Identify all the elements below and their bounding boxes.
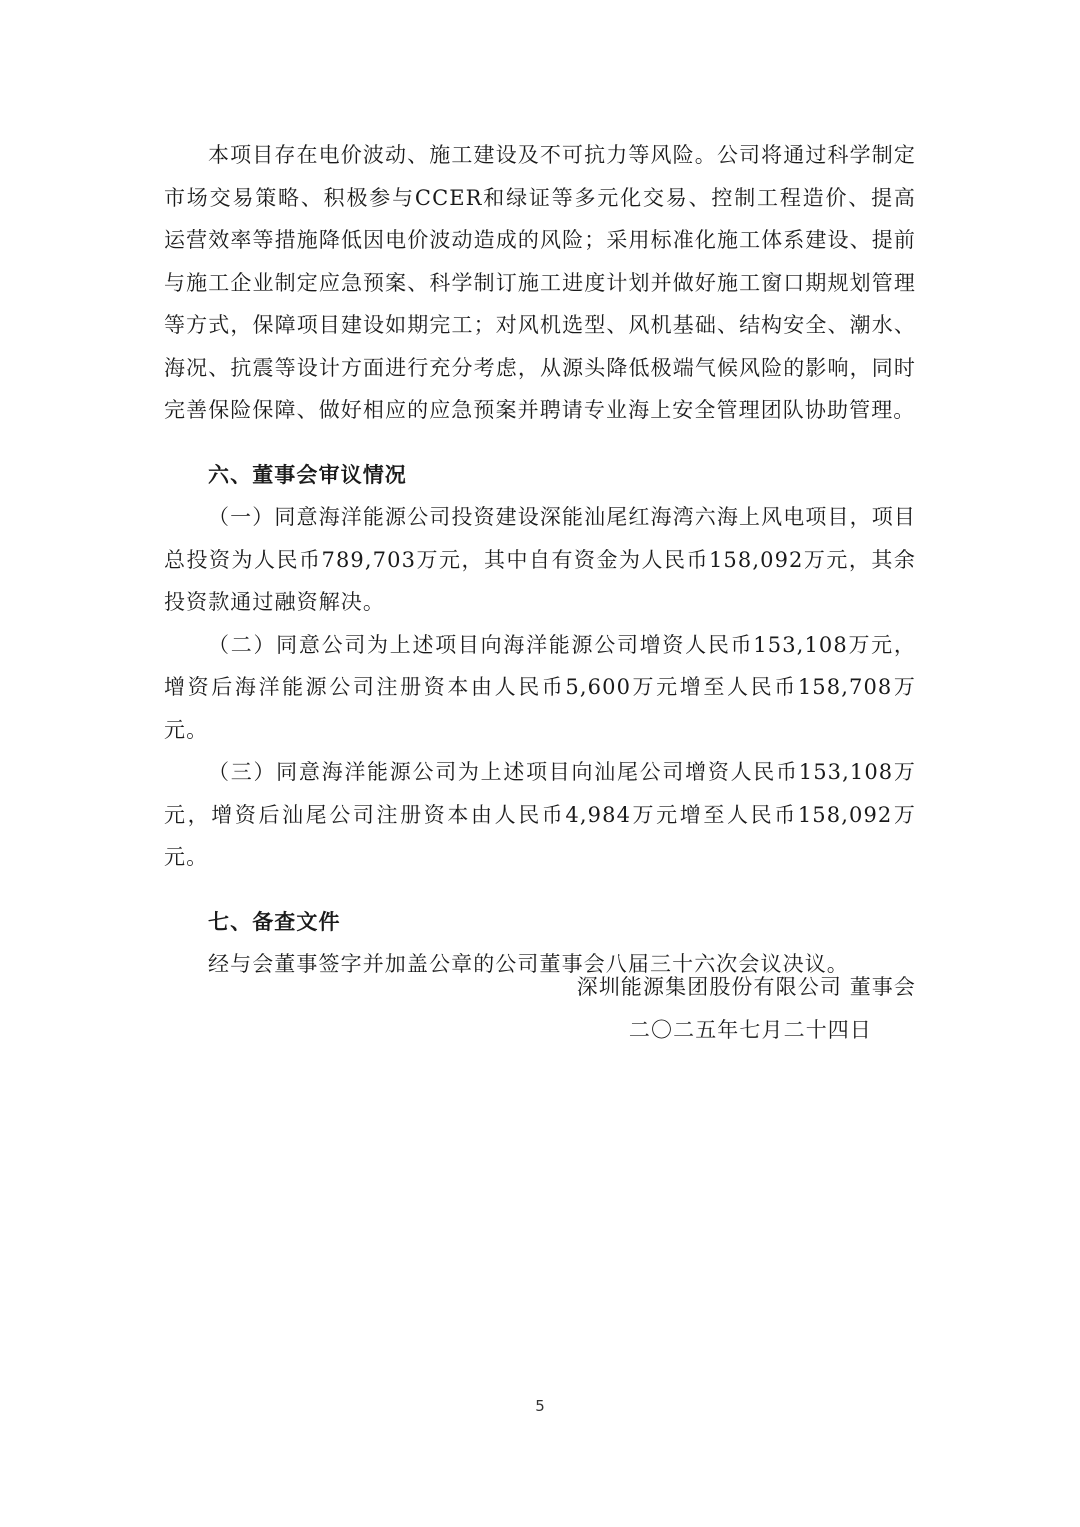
section-gap xyxy=(164,879,916,901)
section-6-item-2: （二）同意公司为上述项目向海洋能源公司增资人民币153,108万元，增资后海洋能源公司注册资本由人民币5,600万元增至人民币158,708万元。 xyxy=(164,632,916,742)
section-6-heading: 六、董事会审议情况 xyxy=(208,462,407,487)
signature-block xyxy=(416,966,916,1051)
risk-paragraph: 本项目存在电价波动、施工建设及不可抗力等风险。公司将通过科学制定市场交易策略、积极参与CCER和绿证等多元化交易、控制工程造价、提高运营效率等措施降低因电价波动造成的风险；采用标准化施工体系建设、提前与施工企业制定应急预案、科学制订施工进度计划并做好施工窗口期规划管理等方式，保障项目建设如期完工；对风机选型、风机基础、结构安全、潮水、海况、抗震等设计方面进行充分考虑，从源头降低极端气候风险的影响，同时完善保险保障、做好相应的应急预案并聘请专业海上安全管理团队协助管理。 xyxy=(164,143,916,422)
section-6-item-1: （一）同意海洋能源公司投资建设深能汕尾红海湾六海上风电项目，项目总投资为人民币789,703万元，其中自有资金为人民币158,092万元，其余投资款通过融资解决。 xyxy=(164,505,916,614)
section-7-text: 经与会董事签字并加盖公章的公司董事会八届三十六次会议决议。 xyxy=(208,952,849,976)
signature-company: 深圳能源集团股份有限公司 董事会 xyxy=(576,975,916,999)
section-6-item-3: （三）同意海洋能源公司为上述项目向汕尾公司增资人民币153,108万元，增资后汕尾公司注册资本由人民币4,984万元增至人民币158,092万元。 xyxy=(164,760,916,869)
signature-date: 二〇二五年七月二十四日 xyxy=(628,1017,872,1042)
page-number: 5 xyxy=(535,1397,545,1415)
section-7-heading: 七、备查文件 xyxy=(208,909,341,934)
document-body xyxy=(164,134,916,986)
section-gap xyxy=(164,432,916,454)
